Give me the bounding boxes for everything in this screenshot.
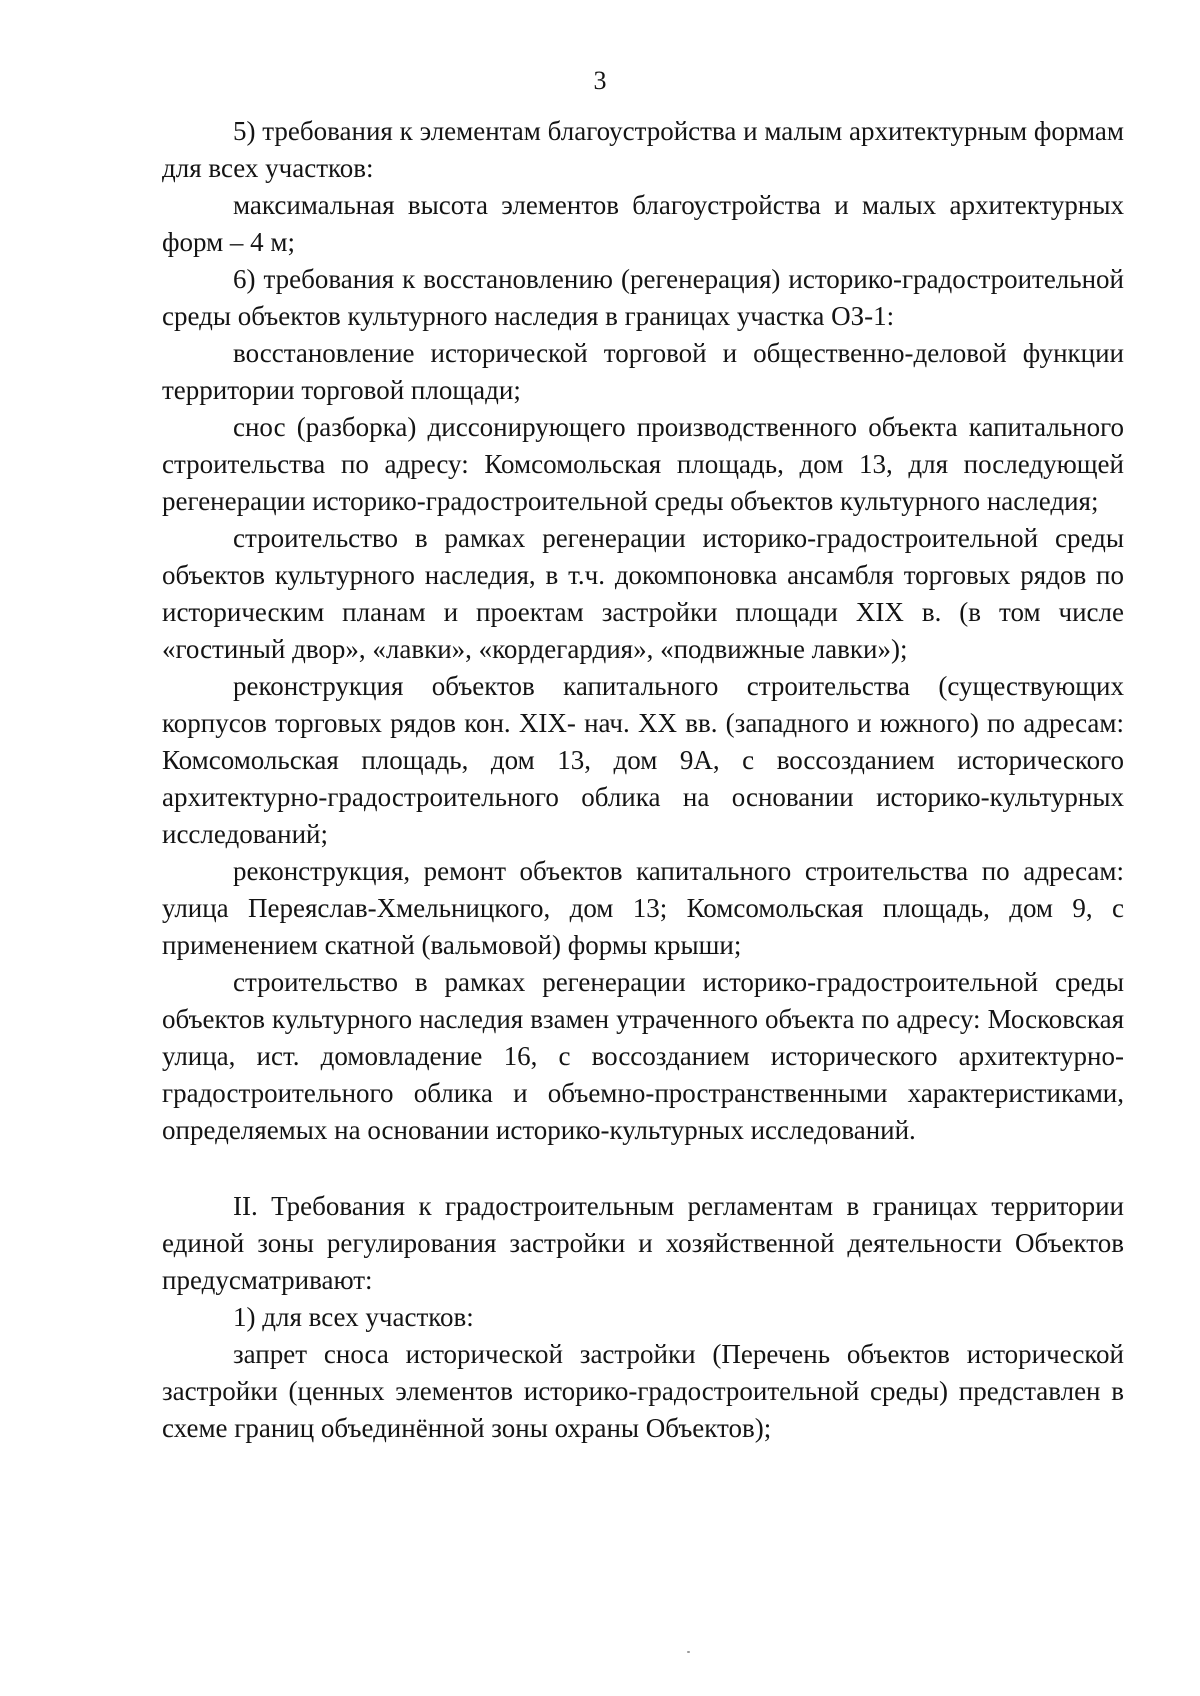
paragraph-repair-roof: реконструкция, ремонт объектов капитального строительства по адресам: улица Переяслав-Хмельницкого, дом 13; Комсомольская площадь, дом 9, с применением скатной (вальмовой) формы крыши; xyxy=(162,856,1124,960)
section-spacer xyxy=(162,1149,1124,1188)
paragraph-construction-rows: строительство в рамках регенерации историко-градостроительной среды объектов культурного наследия, в т.ч. докомпоновка ансамбля торговых рядов по историческим планам и проектам застройки площади XIX в. (в том числе «гостиный двор», «лавки», «кордегардия», «подвижные лавки»); xyxy=(162,523,1124,664)
paragraph-item-6: 6) требования к восстановлению (регенерация) историко-градостроительной среды объектов культурного наследия в границах участка ОЗ-1: xyxy=(162,264,1124,331)
paragraph-reconstruction-buildings: реконструкция объектов капитального строительства (существующих корпусов торговых рядов кон. XIX- нач. XX вв. (западного и южного) по адресам: Комсомольская площадь, дом 13, дом 9А, с воссозданием исторического архитектурно-градостроительного облика на основании историко-культурных исследований; xyxy=(162,671,1124,849)
section-2-item-1: 1) для всех участков: xyxy=(233,1302,474,1332)
section-2-heading: II. Требования к градостроительным регламентам в границах территории единой зоны регулирования застройки и хозяйственной деятельности Объектов предусматривают: xyxy=(162,1191,1124,1295)
document-body xyxy=(162,113,1124,1447)
paragraph-demolition: снос (разборка) диссонирующего производственного объекта капитального строительства по адресу: Комсомольская площадь, дом 13, для последующей регенерации историко-градостроительной среды объектов культурного наследия; xyxy=(162,412,1124,516)
page-number: 3 xyxy=(593,66,607,95)
paragraph-demolition-ban: запрет сноса исторической застройки (Перечень объектов исторической застройки (ценных элементов историко-градостроительной среды) представлен в схеме границ объединённой зоны охраны Объектов); xyxy=(162,1339,1124,1443)
paragraph-item-5: 5) требования к элементам благоустройства и малым архитектурным формам для всех участков: xyxy=(162,116,1124,183)
paragraph-construction-moskovskaya: строительство в рамках регенерации историко-градостроительной среды объектов культурного наследия взамен утраченного объекта по адресу: Московская улица, ист. домовладение 16, с воссозданием исторического архитектурно-градостроительного облика и объемно-пространственными характеристиками, определяемых на основании историко-культурных исследований. xyxy=(162,967,1124,1145)
paragraph-max-height: максимальная высота элементов благоустройства и малых архитектурных форм – 4 м; xyxy=(162,190,1124,257)
scan-artifact-dot xyxy=(687,1651,690,1653)
paragraph-restore-function: восстановление исторической торговой и общественно-деловой функции территории торговой площади; xyxy=(162,338,1124,405)
